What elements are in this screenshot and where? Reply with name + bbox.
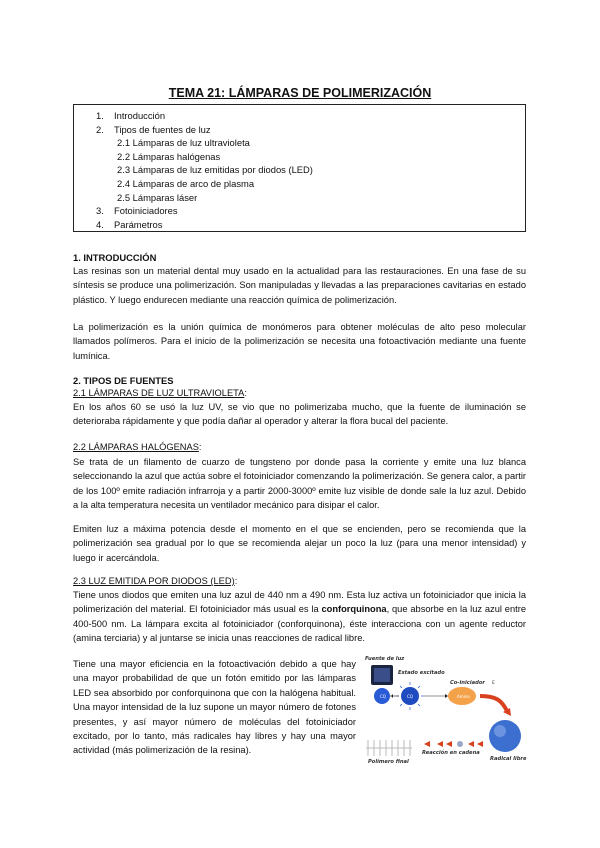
subsection-title: 2.3 LUZ EMITIDA POR DIODOS (LED) xyxy=(73,576,235,586)
toc-label: 2.4 Lámparas de arco de plasma xyxy=(117,177,255,189)
toc-item xyxy=(74,163,525,177)
uv-paragraph: En los años 60 se usó la luz UV, se vio que no polimerizaba mucho, que la fuente de iluminación se deterioraba rápidamente y que podía dañar al operador y alterar la flora bucal del paciente. xyxy=(73,402,526,427)
heading-colon: : xyxy=(244,388,247,398)
toc-number: 3. xyxy=(96,205,104,217)
free-radical-globe-icon xyxy=(489,720,521,752)
section-heading-introduccion: 1. INTRODUCCIÓN xyxy=(73,252,157,263)
toc-item xyxy=(74,109,525,123)
toc-number: 2. xyxy=(96,123,104,135)
toc-label: Fotoiniciadores xyxy=(114,205,178,217)
toc-label: 2.1 Lámparas de luz ultravioleta xyxy=(117,137,250,149)
label-free-radical: Radical libre xyxy=(490,756,527,762)
intro-paragraph-1: Las resinas son un material dental muy usado en la actualidad para las restauraciones. En una fase de su síntesis se produce una polimerización. Son manipuladas y llevadas a las preparaciones cavitarias en estado plástico. Y luego endurecen mediante una reacción química de polimerización. xyxy=(73,266,526,305)
toc-label: Introducción xyxy=(114,110,166,121)
table-of-contents xyxy=(73,104,526,232)
photoinitiation-diagram xyxy=(362,656,528,768)
halogenas-paragraph-2: Emiten luz a máxima potencia desde el momento en el que se encienden, pero se recomienda que la polimerización sea gradual por lo que se recomienda alejar un poco la luz (para una menor intensidad) y luego ir acercándola. xyxy=(73,524,526,563)
amine-label: Amina xyxy=(457,694,470,699)
intro-paragraph-2: La polimerización es la unión química de monómeros para obtener moléculas de alto peso molecular llamados polímeros. Para el inicio de la polimerización se necesita una fotoactivación mediante una fuente lumínica. xyxy=(73,322,526,361)
page-title: TEMA 21: LÁMPARAS DE POLIMERIZACIÓN xyxy=(168,86,432,100)
led-text-b: , que absorbe en la luz azul entre 400-500 nm. La lámpara excita al fotoiniciador (conforquinona), éste interacciona con un agente reductor (amina terciaria) y al juntarse se inicia unas reacciones de radical libre. xyxy=(73,604,526,644)
subsection-heading-halogenas xyxy=(73,442,202,452)
led-paragraph-1 xyxy=(73,588,526,646)
toc-item xyxy=(74,150,525,164)
halogenas-paragraph-1: Se trata de un filamento de cuarzo de tungsteno por donde pasa la corriente y emite una luz blanca seleccionando la azul que actúa sobre el fotoiniciador comenzando la polimerización. Se genera calor, a partir de los 100º emite radiación infrarroja y a partir 2000-3000º emite luz visible de donde sale la luz azul. Debido a la alta temperatura necesita un ventilador mecánico para disipar el calor. xyxy=(73,457,526,511)
cq-label-2: CQ xyxy=(407,694,413,699)
toc-number: 1. xyxy=(96,110,104,121)
toc-item xyxy=(74,136,525,150)
toc-number: 4. xyxy=(96,218,104,230)
toc-item xyxy=(74,177,525,191)
toc-label: Parámetros xyxy=(114,218,163,230)
label-final-polymer: Polímero final xyxy=(368,759,409,765)
label-light-source: Fuente de luz xyxy=(365,656,405,662)
toc-item xyxy=(74,123,525,137)
toc-item xyxy=(74,218,525,232)
toc-label: Tipos de fuentes de luz xyxy=(114,123,211,135)
toc-label: 2.2 Lámparas halógenas xyxy=(117,150,221,162)
toc-item xyxy=(74,191,525,205)
toc-label: 2.5 Lámparas láser xyxy=(117,191,198,203)
led-paragraph-2: Tiene una mayor eficiencia en la fotoactivación debido a que hay una mayor probabilidad de que un fotón emitido por las lámparas LED sea absorbido por conforquinona que con la halógena habitual. Una mayor intensidad de la luz supone un mayor número de fotones presentes, y así mayor número de moléculas del fotoiniciador excitado, por lo tanto, más radicales hay libres y hay una mayor actividad (más polimerización de la resina). xyxy=(73,659,356,756)
subsection-title: 2.1 LÁMPARAS DE LUZ ULTRAVIOLETA xyxy=(73,388,245,398)
e-label: E xyxy=(492,681,495,686)
subsection-title: 2.2 LÁMPARAS HALÓGENAS xyxy=(73,442,199,452)
label-coinitiator: Co-iniciador xyxy=(450,680,485,686)
led-text-a: Tiene unos diodos que emiten una luz azul de 440 nm a 490 nm. Esta luz activa un fotoiniciador que inicia la polimerización del material. El fotoiniciador más usual es la xyxy=(73,590,526,615)
toc-label: 2.3 Lámparas de luz emitidas por diodos (LED) xyxy=(117,164,313,176)
cq-label-1: CQ xyxy=(380,694,386,699)
toc-item xyxy=(74,204,525,218)
heading-colon: : xyxy=(198,442,202,452)
subsection-heading-uv xyxy=(73,388,247,398)
subsection-heading-led xyxy=(73,576,237,586)
label-excited-state: Estado excitado xyxy=(398,670,445,676)
heading-colon: : xyxy=(234,576,238,586)
section-heading-tipos: 2. TIPOS DE FUENTES xyxy=(73,375,174,386)
light-source-panel xyxy=(374,668,390,682)
led-text-bold: conforquinona xyxy=(321,604,387,615)
label-chain-reaction: Reacción en cadena xyxy=(422,750,480,756)
